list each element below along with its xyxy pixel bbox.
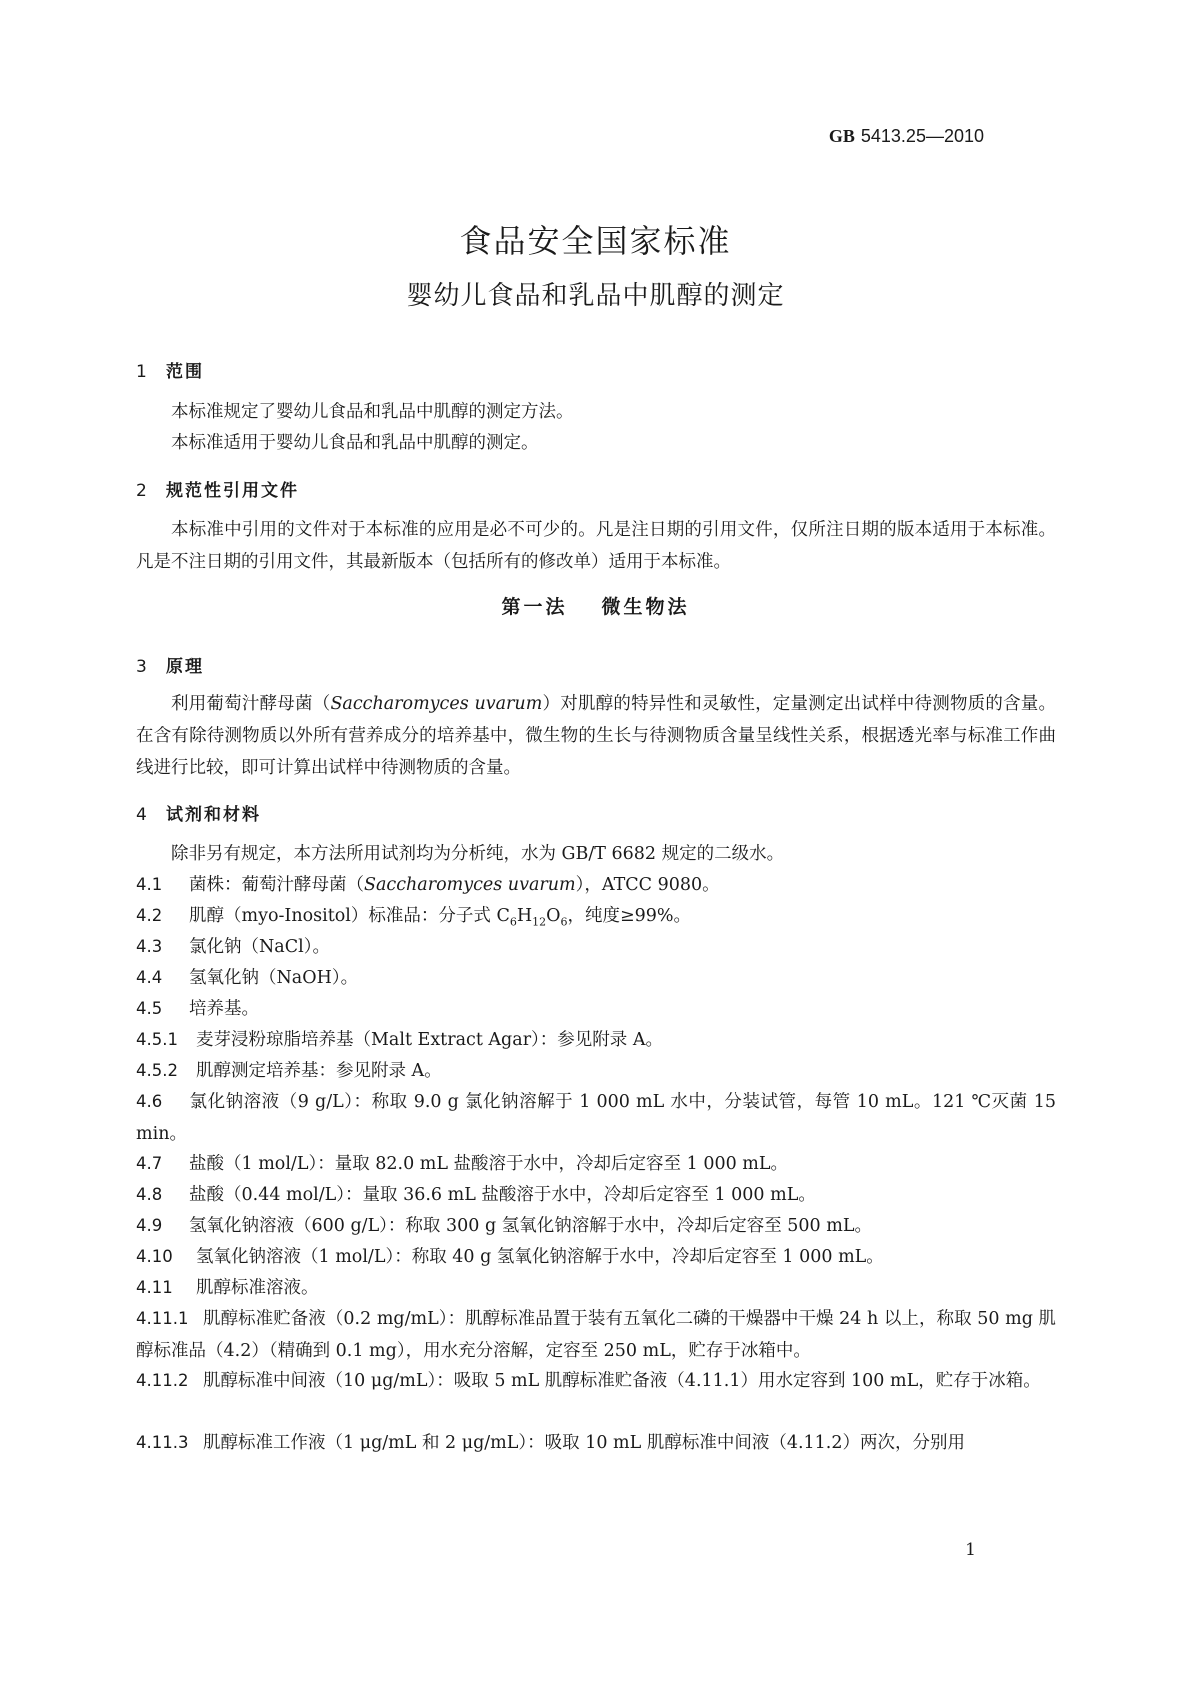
item-number: 4.11 bbox=[136, 1278, 173, 1297]
standard-code-prefix: GB bbox=[828, 126, 855, 146]
text: 氯化钠溶液（9 g/L）：称取 9.0 g 氯化钠溶解于 1 000 mL 水中，分装试管，每管 10 mL。121 ℃灭菌 15 min。 bbox=[136, 1092, 1056, 1144]
text: 盐酸（1 mol/L）：量取 82.0 mL 盐酸溶于水中，冷却后定容至 1 000 mL。 bbox=[189, 1154, 788, 1174]
paragraph bbox=[136, 688, 1056, 784]
list-item bbox=[136, 1086, 1056, 1150]
text: ）对肌醇的特异性和灵敏性，定量测定出试样中待测物质的含量。在含有除待测物质以外所有营养成分的培养基中，微生物的生长与待测物质含量呈线性关系，根据透光率与标准工作曲线进行比较，即可计算出试样中待测物质的含量。 bbox=[136, 694, 1057, 778]
text: 菌株：葡萄汁酵母菌（ bbox=[189, 875, 364, 895]
list-item bbox=[136, 1210, 1056, 1242]
item-number: 4.10 bbox=[136, 1247, 173, 1266]
item-number: 4.8 bbox=[136, 1185, 163, 1204]
item-number: 4.4 bbox=[136, 968, 163, 987]
item-number: 4.9 bbox=[136, 1216, 163, 1235]
method-heading bbox=[0, 592, 1191, 619]
section-heading-normative-references bbox=[136, 476, 299, 501]
method-name: 微生物法 bbox=[601, 596, 690, 618]
item-number: 4.11.1 bbox=[136, 1309, 189, 1328]
text: ，纯度≥99%。 bbox=[567, 906, 692, 926]
text: 利用葡萄汁酵母菌（ bbox=[171, 694, 331, 714]
subscript: 6 bbox=[560, 915, 568, 929]
text: ），ATCC 9080。 bbox=[575, 875, 720, 895]
text: 肌醇标准工作液（1 μg/mL 和 2 μg/mL）：吸取 10 mL 肌醇标准中间液（4.11.2）两次，分别用 bbox=[203, 1433, 965, 1453]
section-title: 范围 bbox=[166, 362, 204, 382]
text: O bbox=[546, 906, 561, 926]
item-number: 4.11.2 bbox=[136, 1371, 189, 1390]
item-number: 4.5 bbox=[136, 999, 163, 1018]
subscript: 6 bbox=[509, 915, 517, 929]
list-item bbox=[136, 1179, 1056, 1211]
paragraph: 本标准规定了婴幼儿食品和乳品中肌醇的测定方法。 bbox=[171, 402, 574, 422]
item-number: 4.5.1 bbox=[136, 1030, 178, 1049]
section-heading-reagents bbox=[136, 800, 261, 825]
text: 麦芽浸粉琼脂培养基（Malt Extract Agar）：参见附录 A。 bbox=[196, 1030, 664, 1050]
item-number: 4.7 bbox=[136, 1154, 163, 1173]
section-heading-scope bbox=[136, 357, 204, 382]
section-number: 3 bbox=[136, 657, 149, 677]
method-part: 第一法 bbox=[501, 596, 568, 618]
page-number: 1 bbox=[965, 1540, 976, 1560]
text: 肌醇标准中间液（10 μg/mL）：吸取 5 mL 肌醇标准贮备液（4.11.1）用水定容到 100 mL，贮存于冰箱。 bbox=[203, 1371, 1041, 1391]
section-number: 2 bbox=[136, 481, 149, 501]
section-number: 4 bbox=[136, 805, 149, 825]
latin-name: Saccharomyces uvarum bbox=[330, 694, 543, 714]
list-item bbox=[136, 869, 1056, 901]
document-subtitle: 婴幼儿食品和乳品中肌醇的测定 bbox=[406, 281, 785, 311]
list-item bbox=[136, 993, 1056, 1025]
text: 肌醇测定培养基：参见附录 A。 bbox=[196, 1061, 442, 1081]
standard-code-number: 5413.25—2010 bbox=[860, 126, 984, 146]
text: 肌醇标准贮备液（0.2 mg/mL）：肌醇标准品置于装有五氧化二磷的干燥器中干燥 24 h 以上，称取 50 mg 肌醇标准品（4.2）（精确到 0.1 mg），用水充分溶解，定容至 250 mL，贮存于冰箱中。 bbox=[136, 1309, 1056, 1361]
text: 氢氧化钠（NaOH）。 bbox=[189, 968, 359, 988]
item-number: 4.11.3 bbox=[136, 1433, 189, 1452]
text: 肌醇（myo-Inositol）标准品：分子式 C bbox=[189, 906, 510, 926]
list-item bbox=[136, 1365, 1056, 1397]
paragraph: 除非另有规定，本方法所用试剂均为分析纯，水为 GB/T 6682 规定的二级水。 bbox=[171, 844, 785, 864]
list-item bbox=[136, 1241, 1056, 1273]
text: 氢氧化钠溶液（1 mol/L）：称取 40 g 氢氧化钠溶解于水中，冷却后定容至 1 000 mL。 bbox=[196, 1247, 884, 1267]
list-item bbox=[136, 1303, 1056, 1367]
text: 肌醇标准溶液。 bbox=[196, 1278, 319, 1298]
subscript: 12 bbox=[532, 915, 547, 929]
text: 氯化钠（NaCl）。 bbox=[189, 937, 330, 957]
item-number: 4.1 bbox=[136, 875, 163, 894]
document-title: 食品安全国家标准 bbox=[459, 222, 732, 260]
list-item bbox=[136, 1272, 1056, 1304]
standard-code bbox=[829, 126, 984, 147]
section-title: 试剂和材料 bbox=[166, 805, 261, 825]
item-number: 4.3 bbox=[136, 937, 163, 956]
item-number: 4.6 bbox=[136, 1092, 163, 1111]
list-item bbox=[136, 1148, 1056, 1180]
section-title: 规范性引用文件 bbox=[166, 481, 299, 501]
text: 盐酸（0.44 mol/L）：量取 36.6 mL 盐酸溶于水中，冷却后定容至 1 000 mL。 bbox=[189, 1185, 816, 1205]
section-number: 1 bbox=[136, 362, 149, 382]
text: 氢氧化钠溶液（600 g/L）：称取 300 g 氢氧化钠溶解于水中，冷却后定容至 500 mL。 bbox=[189, 1216, 872, 1236]
list-item bbox=[136, 1427, 1056, 1459]
text: 培养基。 bbox=[189, 999, 259, 1019]
latin-name: Saccharomyces uvarum bbox=[364, 875, 576, 895]
section-title: 原理 bbox=[166, 657, 204, 677]
paragraph: 本标准适用于婴幼儿食品和乳品中肌醇的测定。 bbox=[171, 433, 539, 453]
paragraph: 本标准中引用的文件对于本标准的应用是必不可少的。凡是注日期的引用文件，仅所注日期的版本适用于本标准。凡是不注日期的引用文件，其最新版本（包括所有的修改单）适用于本标准。 bbox=[136, 520, 1056, 572]
item-number: 4.2 bbox=[136, 906, 163, 925]
list-item bbox=[136, 962, 1056, 994]
list-item bbox=[136, 931, 1056, 963]
list-item bbox=[136, 1024, 1056, 1056]
section-heading-principle bbox=[136, 652, 204, 677]
list-item bbox=[136, 1055, 1056, 1087]
item-number: 4.5.2 bbox=[136, 1061, 178, 1080]
text: H bbox=[516, 906, 533, 926]
